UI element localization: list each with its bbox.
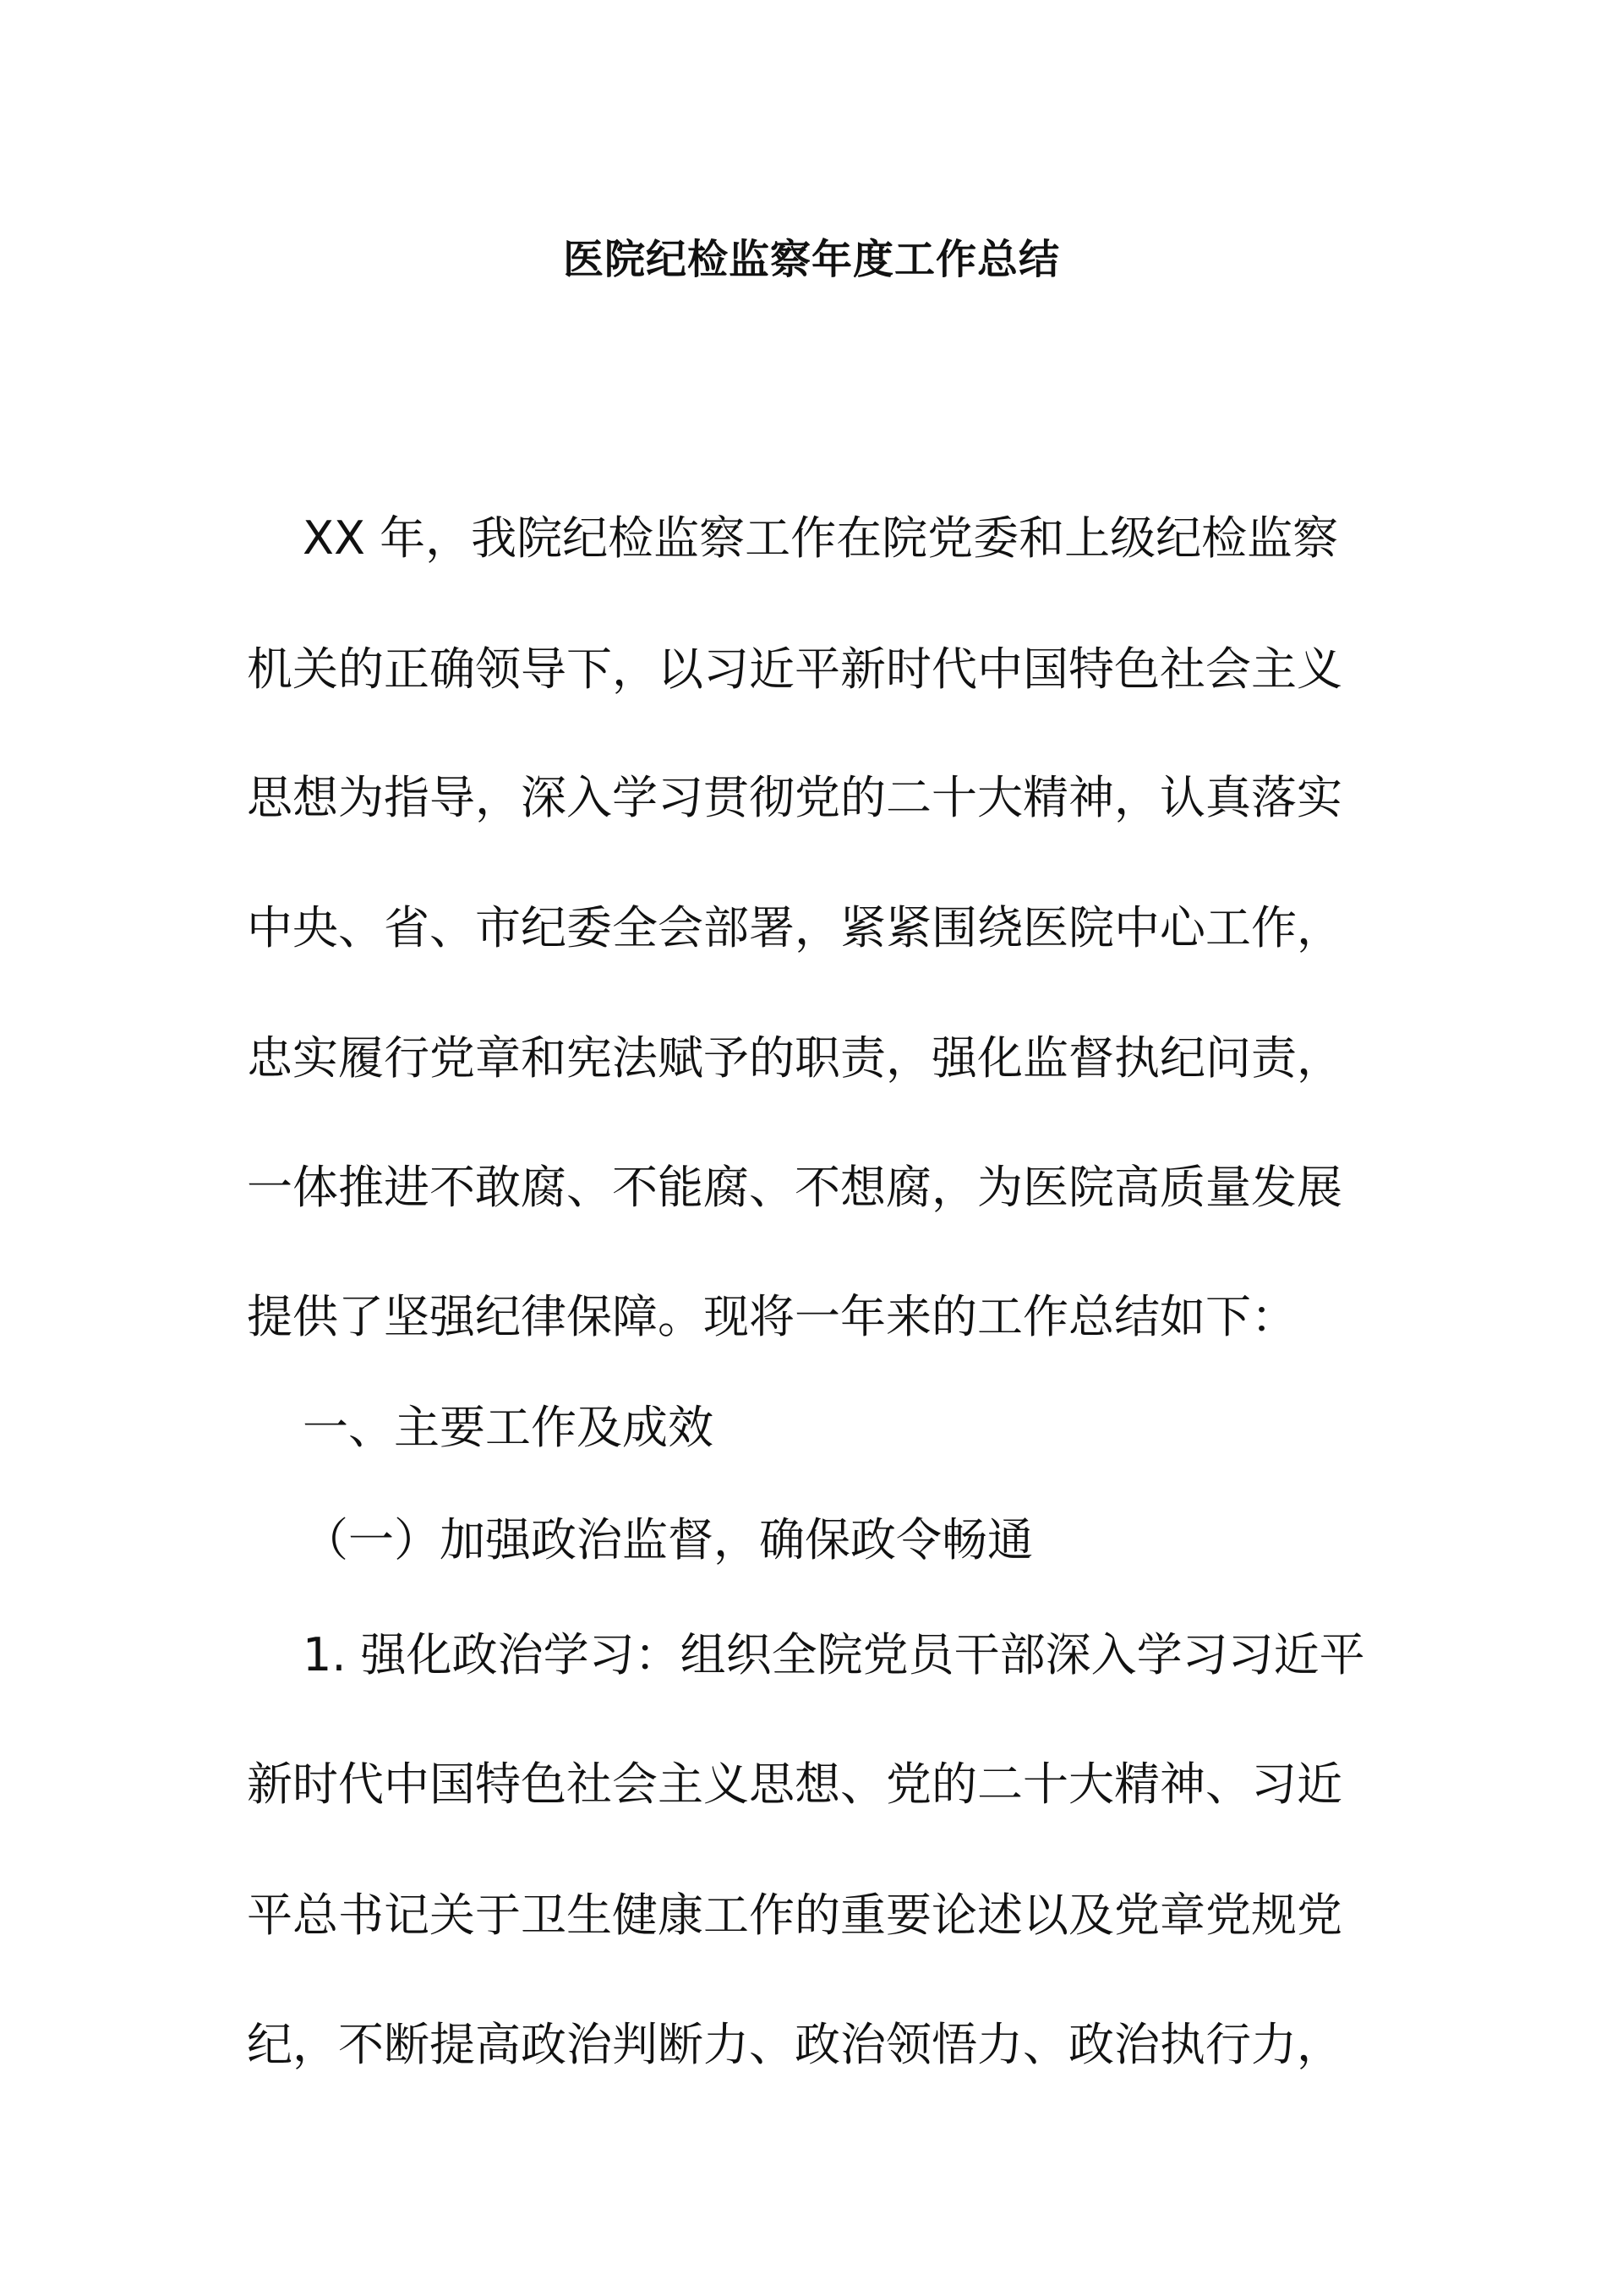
intro-line-7: 提供了坚强纪律保障。现将一年来的工作总结如下： (247, 1290, 1297, 1343)
item1-line-3: 平总书记关于卫生健康工作的重要论述以及党章党规党 (247, 1889, 1342, 1942)
item1-line-2: 新时代中国特色社会主义思想、党的二十大精神、习近 (247, 1758, 1342, 1811)
document-title: 医院纪检监察年度工作总结 (562, 236, 1060, 283)
intro-line-1: XX 年，我院纪检监察工作在院党委和上级纪检监察 (303, 511, 1339, 565)
intro-line-4: 中央、省、市纪委全会部署，紧紧围绕医院中心工作， (247, 901, 1342, 954)
intro-line-3: 思想为指导，深入学习贯彻党的二十大精神，认真落实 (247, 771, 1342, 824)
section-heading: 一、主要工作及成效 (303, 1401, 713, 1454)
item1-line-1: 1. 强化政治学习：组织全院党员干部深入学习习近平 (303, 1628, 1365, 1681)
item1-line-4: 纪，不断提高政治判断力、政治领悟力、政治执行力， (247, 2018, 1342, 2071)
intro-line-6: 一体推进不敢腐、不能腐、不想腐，为医院高质量发展 (247, 1161, 1342, 1214)
subsection-heading: （一）加强政治监督，确保政令畅通 (303, 1513, 1033, 1566)
intro-line-5: 忠实履行党章和宪法赋予的职责，强化监督执纪问责， (247, 1031, 1342, 1085)
intro-line-2: 机关的正确领导下，以习近平新时代中国特色社会主义 (247, 642, 1342, 696)
